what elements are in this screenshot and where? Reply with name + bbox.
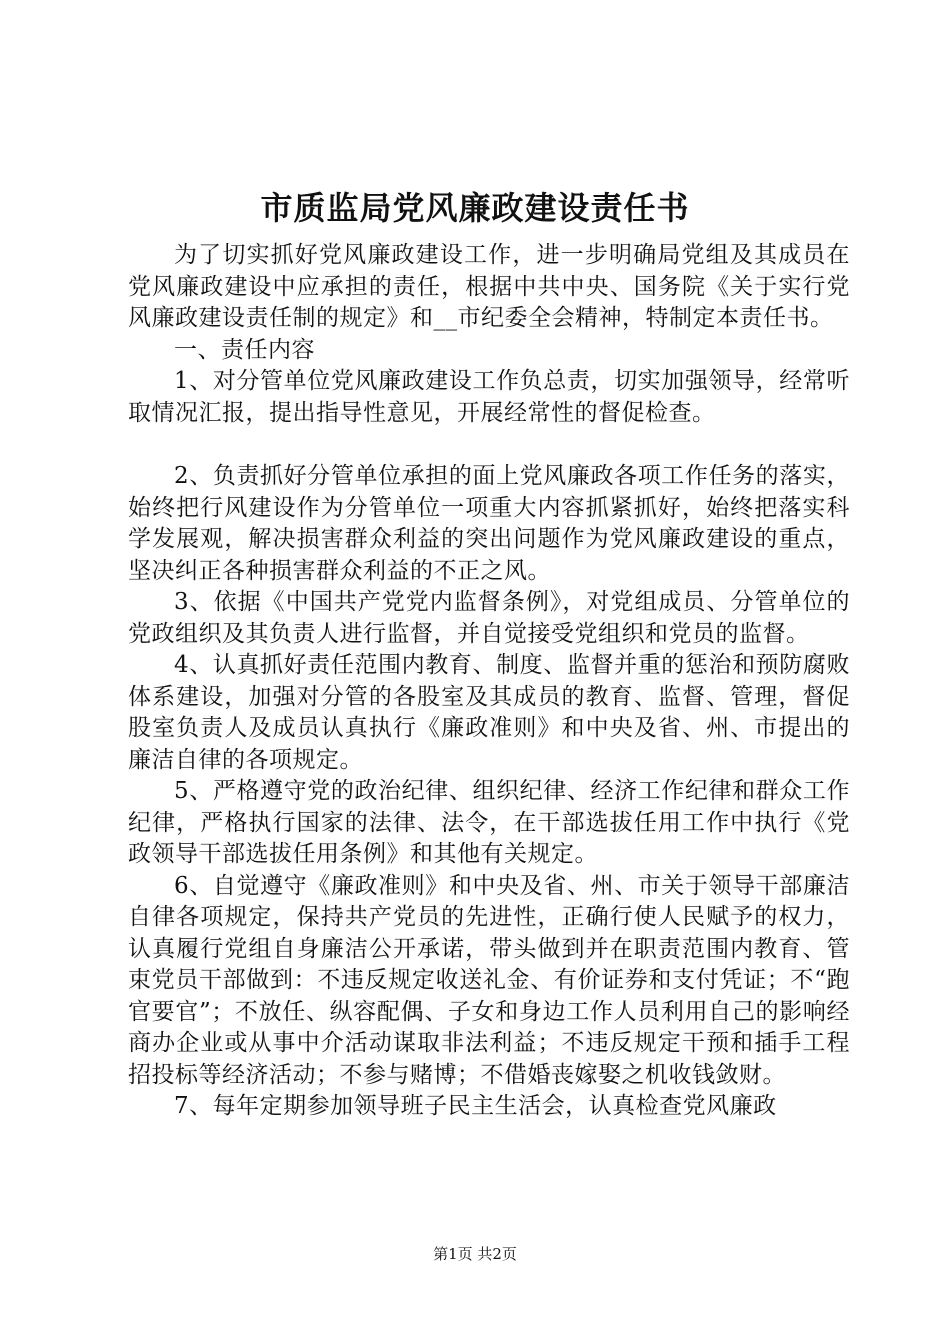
paragraph-item-5: 5、严格遵守党的政治纪律、组织纪律、经济工作纪律和群众工作纪律，严格执行国家的法律、法令，在干部选拔任用工作中执行《党政领导干部选拔任用条例》和其他有关规定。 — [128, 778, 850, 867]
paragraph-item-6: 6、自觉遵守《廉政准则》和中央及省、州、市关于领导干部廉洁自律各项规定，保持共产党员的先进性，正确行使人民赋予的权力，认真履行党组自身廉洁公开承诺，带头做到并在职责范围内教育、管束党员干部做到：不违反规定收送礼金、有价证券和支付凭证；不“跑官要官”；不放任、纵容配偶、子女和身边工作人员利用自己的影响经商办企业或从事中介活动谋取非法利益；不违反规定干预和插手工程招投标等经济活动；不参与赌博；不借婚丧嫁娶之机收钱敛财。 — [128, 872, 850, 1088]
document-body — [128, 240, 850, 1123]
paragraph-intro: 为了切实抓好党风廉政建设工作，进一步明确局党组及其成员在党风廉政建设中应承担的责任，根据中共中央、国务院《关于实行党风廉政建设责任制的规定》和__市纪委全会精神，特制定本责任书。 — [128, 242, 850, 331]
paragraph-item-1: 1、对分管单位党风廉政建设工作负总责，切实加强领导，经常听取情况汇报，提出指导性意见，开展经常性的督促检查。 — [128, 368, 850, 426]
paragraph-item-2: 2、负责抓好分管单位承担的面上党风廉政各项工作任务的落实，始终把行风建设作为分管单位一项重大内容抓紧抓好，始终把落实科学发展观，解决损害群众利益的突出问题作为党风廉政建设的重点，坚决纠正各种损害群众利益的不正之风。 — [128, 463, 850, 584]
paragraph-item-7: 7、每年定期参加领导班子民主生活会，认真检查党风廉政 — [174, 1093, 777, 1119]
document-title: 市质监局党风廉政建设责任书 — [260, 189, 690, 227]
page-number-footer: 第1页 共2页 — [433, 1245, 517, 1263]
paragraph-item-4: 4、认真抓好责任范围内教育、制度、监督并重的惩治和预防腐败体系建设，加强对分管的各股室及其成员的教育、监督、管理，督促股室负责人及成员认真执行《廉政准则》和中央及省、州、市提出的廉洁自律的各项规定。 — [128, 652, 850, 773]
section-heading: 一、责任内容 — [174, 336, 315, 363]
paragraph-item-3: 3、依据《中国共产党党内监督条例》，对党组成员、分管单位的党政组织及其负责人进行监督，并自觉接受党组织和党员的监督。 — [128, 589, 850, 647]
